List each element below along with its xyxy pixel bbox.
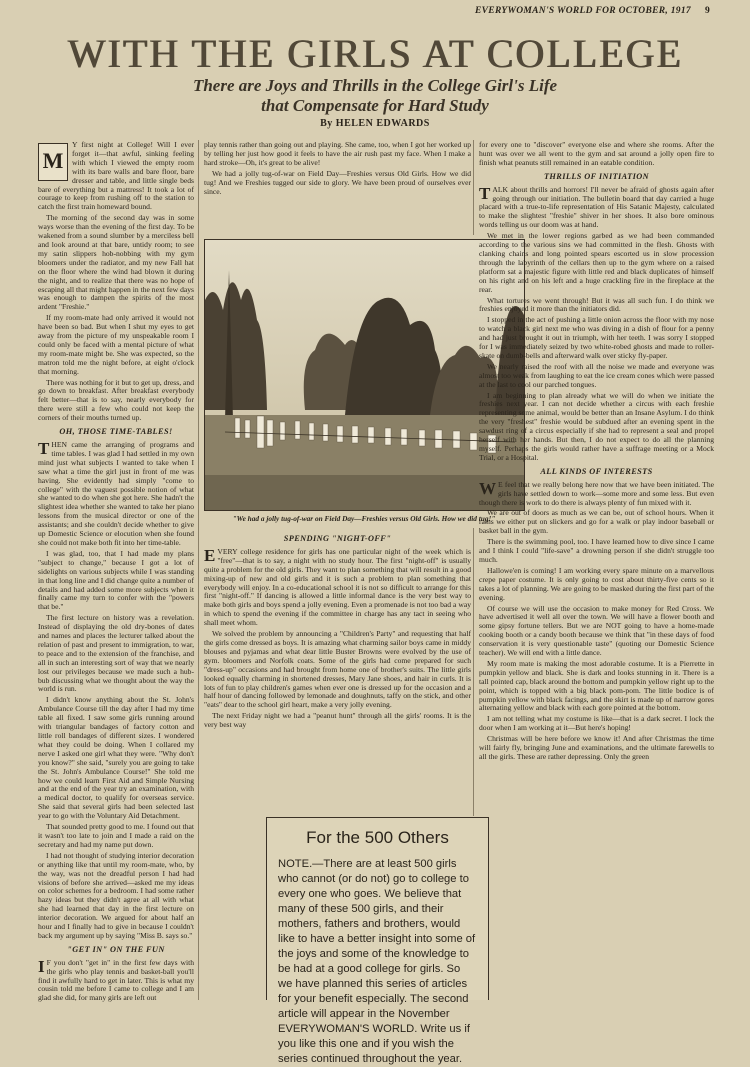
subheading-night-off: SPENDING "NIGHT-OFF": [283, 534, 392, 543]
paragraph: The next Friday night we had a "peanut hunt" through all the girls' rooms. It is the very best way: [204, 711, 471, 730]
paragraph: My room mate is making the most adorable costume. It is a Pierrette in pumpkin yellow and black. She is dark and looks stunning in it. There is a tall pointed cap, black around the bottom and pumpkin yellow right up to the point, which is topped with a big black pom-pom. The little bodice is of pumpkin yellow with black facings, and the skirt is made up of narrow gores alternating yellow and black with each gore pointed at the bottom.: [479, 658, 714, 713]
paragraph: I had not thought of studying interior decoration or anything like that until my room-mate, who, by the way, was not the dreadful person I had had visions of before she arrived—asked me my ideas on color schemes for a bedroom. I had some rather hazy ideas but they didn't agree at all with what she had learned that day in the first lecture on interior decoration. We argued for about half an hour and I finally had to give in because I couldn't back my argument up by saying "Miss B. says so.": [38, 850, 194, 940]
subheading-get-in: "GET IN" ON THE FUN: [67, 944, 165, 954]
paragraph: [38, 441, 194, 548]
article-headline: WITH THE GIRLS AT COLLEGE: [67, 31, 683, 76]
paragraph: I didn't know anything about the St. John's Ambulance Course till the day after I had my time table all fixed. I saw some girls running around with triangular bandages of factory cotton and little roll bandages of different sizes. I wondered what they could be doing. When I collared my nerve I asked one girl what they were. "Why don't you know?" she said, "surely you are going to take the St. John's Ambulance Course!" She told me how we could learn First Aid and Simple Nursing and at the end of the year try an examination, with a medical doctor, to qualify for overseas service. She said that several girls had been selected last year to go with the Voluntary Aid Detachment.: [38, 695, 194, 821]
drop-cap-m: M: [38, 143, 68, 181]
paragraph: [204, 545, 471, 628]
paragraph: There is the swimming pool, too. I have learned how to dive since I came and I think I could "life-save" a drowning person if she didn't struggle too much.: [479, 537, 714, 564]
running-title: EVERYWOMAN'S WORLD FOR OCTOBER, 1917: [475, 6, 691, 16]
paragraph: I am beginning to plan already what we will do when we initiate the freshies next year. I can not decide whether a circus with each freshie representing some animal, would be better than an Insane Asylum. I do think the very "freshest" freshie would be subdued after an evening spent in the sawdust ring of a circus especially if she had to represent a seal and propel herself with her hands. But then, I do not expect to do all the planning myself. Perhaps the girls would rather have a suffrage meeting or a Mock Trial, or a Hospital.: [479, 390, 714, 462]
paragraph: Of course we will use the occasion to make money for Red Cross. We have advertised it well all over the town. We will have a flower booth and some gipsy fortune tellers. But we are NOT going to have a home-made cooking booth or a candy booth because we think that "in these days of food conservation it is very questionable taste" (quoting our Domestic Science teacher). We will end with a little dance.: [479, 603, 714, 658]
paragraph: The first lecture on history was a revelation. Instead of displaying the old dry-bones of dates and names and places the lecturer talked about the relation of past and present to immigration, to war, to peace and to the extension of the franchise, and all in such an interesting sort of way that we nearly lost our privileges because we made such a hub-bub discussing what we thought about the way the world is run.: [38, 613, 194, 694]
column-2-bottom: [204, 530, 471, 815]
paragraph: [479, 183, 714, 231]
paragraph: [38, 956, 194, 1004]
paragraph: We solved the problem by announcing a "Children's Party" and requesting that half the girls come dressed as boys. It is amazing what charming sailor boys came in middy blouses and pyjamas and what dear little Buster Browns were evolved by the use of gym. bloomers and Norfolk coats. Some of the girls had come prepared for such "dress-up" occasions and had brought from home one of brother's suits. The little girls looked equally charming in shortened dresses, Mary Jane shoes, and hair in curls. It is lots of fun to play children's games when ever one is dressed up for the occasion and a half hour of dancing followed by lemonade and doughnuts, taffy on the stick, and other "eats" dear to the school girl heart, make a very jolly evening.: [204, 629, 471, 710]
paragraph: for every one to "discover" everyone else and where she rooms. After the hunt was over we all went to the gym and sat around a jolly open fire to finish what peanuts still remained in an eatable condition.: [479, 140, 714, 167]
paragraph-text: ALK about thrills and horrors! I'll never be afraid of ghosts again after going through our initiation. The bulletin board that day carried a huge placard with a true-to-life representation of His Satanic Majesty, calculated to make the slightest "freshie" shiver in her shoes. It also bore ominous words telling us our doom was at hand.: [479, 184, 714, 230]
deck-line-1: There are Joys and Thrills in the College Girl's Life: [192, 76, 558, 95]
sidebar-body: NOTE.—There are at least 500 girls who cannot (or do not) go to college to every one who goes. We believe that many of these 500 girls, and their mothers, fathers and brothers, would like to have a better insight into some of the joys and some of the knowledge to be had at a good college for girls. So we have planned this series of articles for your benefit especially. The second article will appear in the November EVERYWOMAN'S WORLD. Write us if you like this one and if you wish the series continued throughout the year.: [278, 858, 476, 1065]
page-number: 9: [704, 6, 710, 16]
paragraph-text: Y first night at College! Will I ever forget it—that awful, sinking feeling with which I viewed the empty room with its bare walls and bare floor, bare dresser and table, and little single beds bare of everything but a mattress! It took a lot of courage to keep from rushing off to the station to catch the first train homeward bound.: [38, 140, 194, 212]
byline: By HELEN EDWARDS: [320, 118, 430, 129]
column-rule: [473, 140, 474, 235]
paragraph: We nearly raised the roof with all the noise we made and everyone was almost too weak from laughing to eat the ice cream cones which were passed at the last to cool our parched tongues.: [479, 361, 714, 389]
paragraph-text: VERY college residence for girls has one particular night of the week which is "free"—that is to say, a night with no study hour. The first "night-off" is usually quite a problem for the old girls. They want to plan something that will result in a good mixing-up of new and old girls and it is such a problem to plan something that everybody will enjoy. In a co-educational school it is not so difficult to arrange for this first "night-off." If dancing is allowed a little informal dance is the very best way to make both girls and boys spend a jolly evening. Even a promenade is not too bad a way in which to spend the evening if the committee in charge has any tact in seeing who shall meet whom.: [204, 546, 471, 628]
column-3: [479, 141, 714, 1000]
subheading-interests: ALL KINDS OF INTERESTS: [540, 466, 653, 476]
paragraph: [479, 478, 714, 508]
paragraph: I was glad, too, that I had made my plans "subject to change," because I got a lot of sidelights on various subjects while I was standing in that long line and I did change quite a number of details and had added some more subjects when it finally came my turn to confer with the "powers that be.": [38, 548, 194, 612]
paragraph: The morning of the second day was in some ways worse than the evening of the first day. To be wakened from a sound slumber by a merciless bell and look around at that bare, untidy room; to see my satin slippers hob-nobbing with my gym bloomers under the radiator, and my new Fall hat on the floor where the wind had blown it during the night, and to realize that there was no hope of escaping all that might happen in the next few days was enough to dampen the spirits of the most ardent "Freshie.": [38, 213, 194, 312]
subheading-time-tables: OH, THOSE TIME-TABLES!: [59, 427, 173, 437]
paragraph: If my room-mate had only arrived it would not have been so bad. But when I shut my eyes to get away from the picture of my unspeakable room I could only be faced with a mental picture of what my room-mate might be. She was expected, so the matron told me the night before, at eight o'clock that morning.: [38, 313, 194, 376]
paragraph-text: F you don't "get in" in the first few days with the girls who play tennis and basket-ball you'll find it awfully hard to get in later. This is what my cousin told me before I came to college and I am glad she did, for many girls are left out: [38, 957, 194, 1003]
tug-of-war-photo: [204, 239, 525, 511]
column-rule: [198, 140, 199, 1000]
initial-letter: T: [38, 439, 50, 458]
column-2-top: [204, 141, 471, 233]
column-rule: [473, 528, 474, 816]
initial-letter: E: [204, 545, 216, 565]
paragraph: Hallowe'en is coming! I am working every spare minute on a marvellous crepe paper costume. It is only going to cost about thirty-five cents so it takes a lot of planning. We are going to be masked during the first part of the evening.: [479, 565, 714, 602]
paragraph: Christmas will be here before we know it! And after Christmas the time will fairly fly, bringing June and examinations, and the ultimate farewells to all the girls. These are rather depressing. Only the green: [479, 734, 714, 761]
paragraph: play tennis rather than going out and playing. She came, too, when I got her worked up by telling her just how good it feels to have the air rush past my face. When I make a hard stroke—Oh, it's great to be alive!: [204, 140, 471, 167]
initial-letter: I: [38, 956, 45, 976]
deck-line-2: that Compensate for Hard Study: [261, 96, 489, 115]
paragraph: We are out of doors as much as we can be, out of school hours. When it rains we either put on slickers and go for a walk or play indoor baseball or basket ball in the gym.: [479, 508, 714, 536]
paragraph: I am not telling what my costume is like—that is a dark secret. I lock the door when I am working at it—But here's hoping!: [479, 714, 714, 733]
paragraph-text: HEN came the arranging of programs and time tables. I was glad I had settled in my own mind just what subjects I wanted to take when I saw what a time the girl just in front of me was having. She evidently had simply "come to college" with the vaguest possible notion of what she wanted to do when she got here. She hadn't the slightest idea whether she wanted to take her piano lessons from the musical director or one of the assistants; and she couldn't decide whether to give up Domestic Science or elocution when she found she could not make both fit into her time-table.: [38, 440, 194, 547]
photo-caption: "We had a jolly tug-of-war on Field Day—Freshies versus Old Girls. How we did tug!": [232, 514, 496, 523]
paragraph: There was nothing for it but to get up, dress, and go down to breakfast. After breakfast everybody felt better—that is to say, nearly everybody for there were still a few who could not keep the corners of their mouths turned up.: [38, 377, 194, 423]
initial-letter: W: [479, 478, 496, 498]
paragraph: We had a jolly tug-of-war on Field Day—Freshies versus Old Girls. How we did tug! And we Freshies tugged our side to glory. We have been proud of ourselves ever since.: [204, 168, 471, 196]
paragraph: I stopped in the act of pushing a little onion across the floor with my nose to watch a black girl next me who was diving in a dish of flour for a penny and had just brought it out in triumph, with her teeth. I was sorry I stopped for I was immediately seized by two white-robed ghosts and made to roller-skate on dumb-bells and afterward walk over sticky fly-paper.: [479, 315, 714, 360]
paragraph: We met in the lower regions garbed as we had been commanded according to the various sins we had committed in the flesh. Ghosts with clanking chains and long pointed spears escorted us in slow procession through the labyrinth of the cellars then up to the gym where on a raised platform sat a majestic figure with little red and black duplicates of himself on his right and on his left and a huge crackling fire in the fireplace at the rear.: [479, 231, 714, 294]
sidebar-title: For the 500 Others: [306, 828, 449, 847]
initial-letter: T: [479, 183, 491, 203]
subheading-initiation: THRILLS OF INITIATION: [543, 171, 650, 181]
paragraph: That sounded pretty good to me. I found out that it wasn't too late to join and I made a raid on the secretary and had my name put down.: [38, 822, 194, 849]
column-1: [38, 140, 194, 1003]
running-head: [475, 6, 710, 16]
photo-illustration: [205, 240, 524, 510]
article-deck: [0, 76, 750, 116]
paragraph-text: E feel that we really belong here now that we have been initiated. The girls have settled down to work—some more and some less. But even though there is work to do there is always plenty of fun mixed with it.: [479, 479, 714, 507]
paragraph: What tortures we went through! But it was all such fun. I do think we freshies enjoyed it more than the initiators did.: [479, 295, 714, 314]
sidebar-box: [266, 817, 489, 1065]
paragraph: [38, 141, 194, 212]
